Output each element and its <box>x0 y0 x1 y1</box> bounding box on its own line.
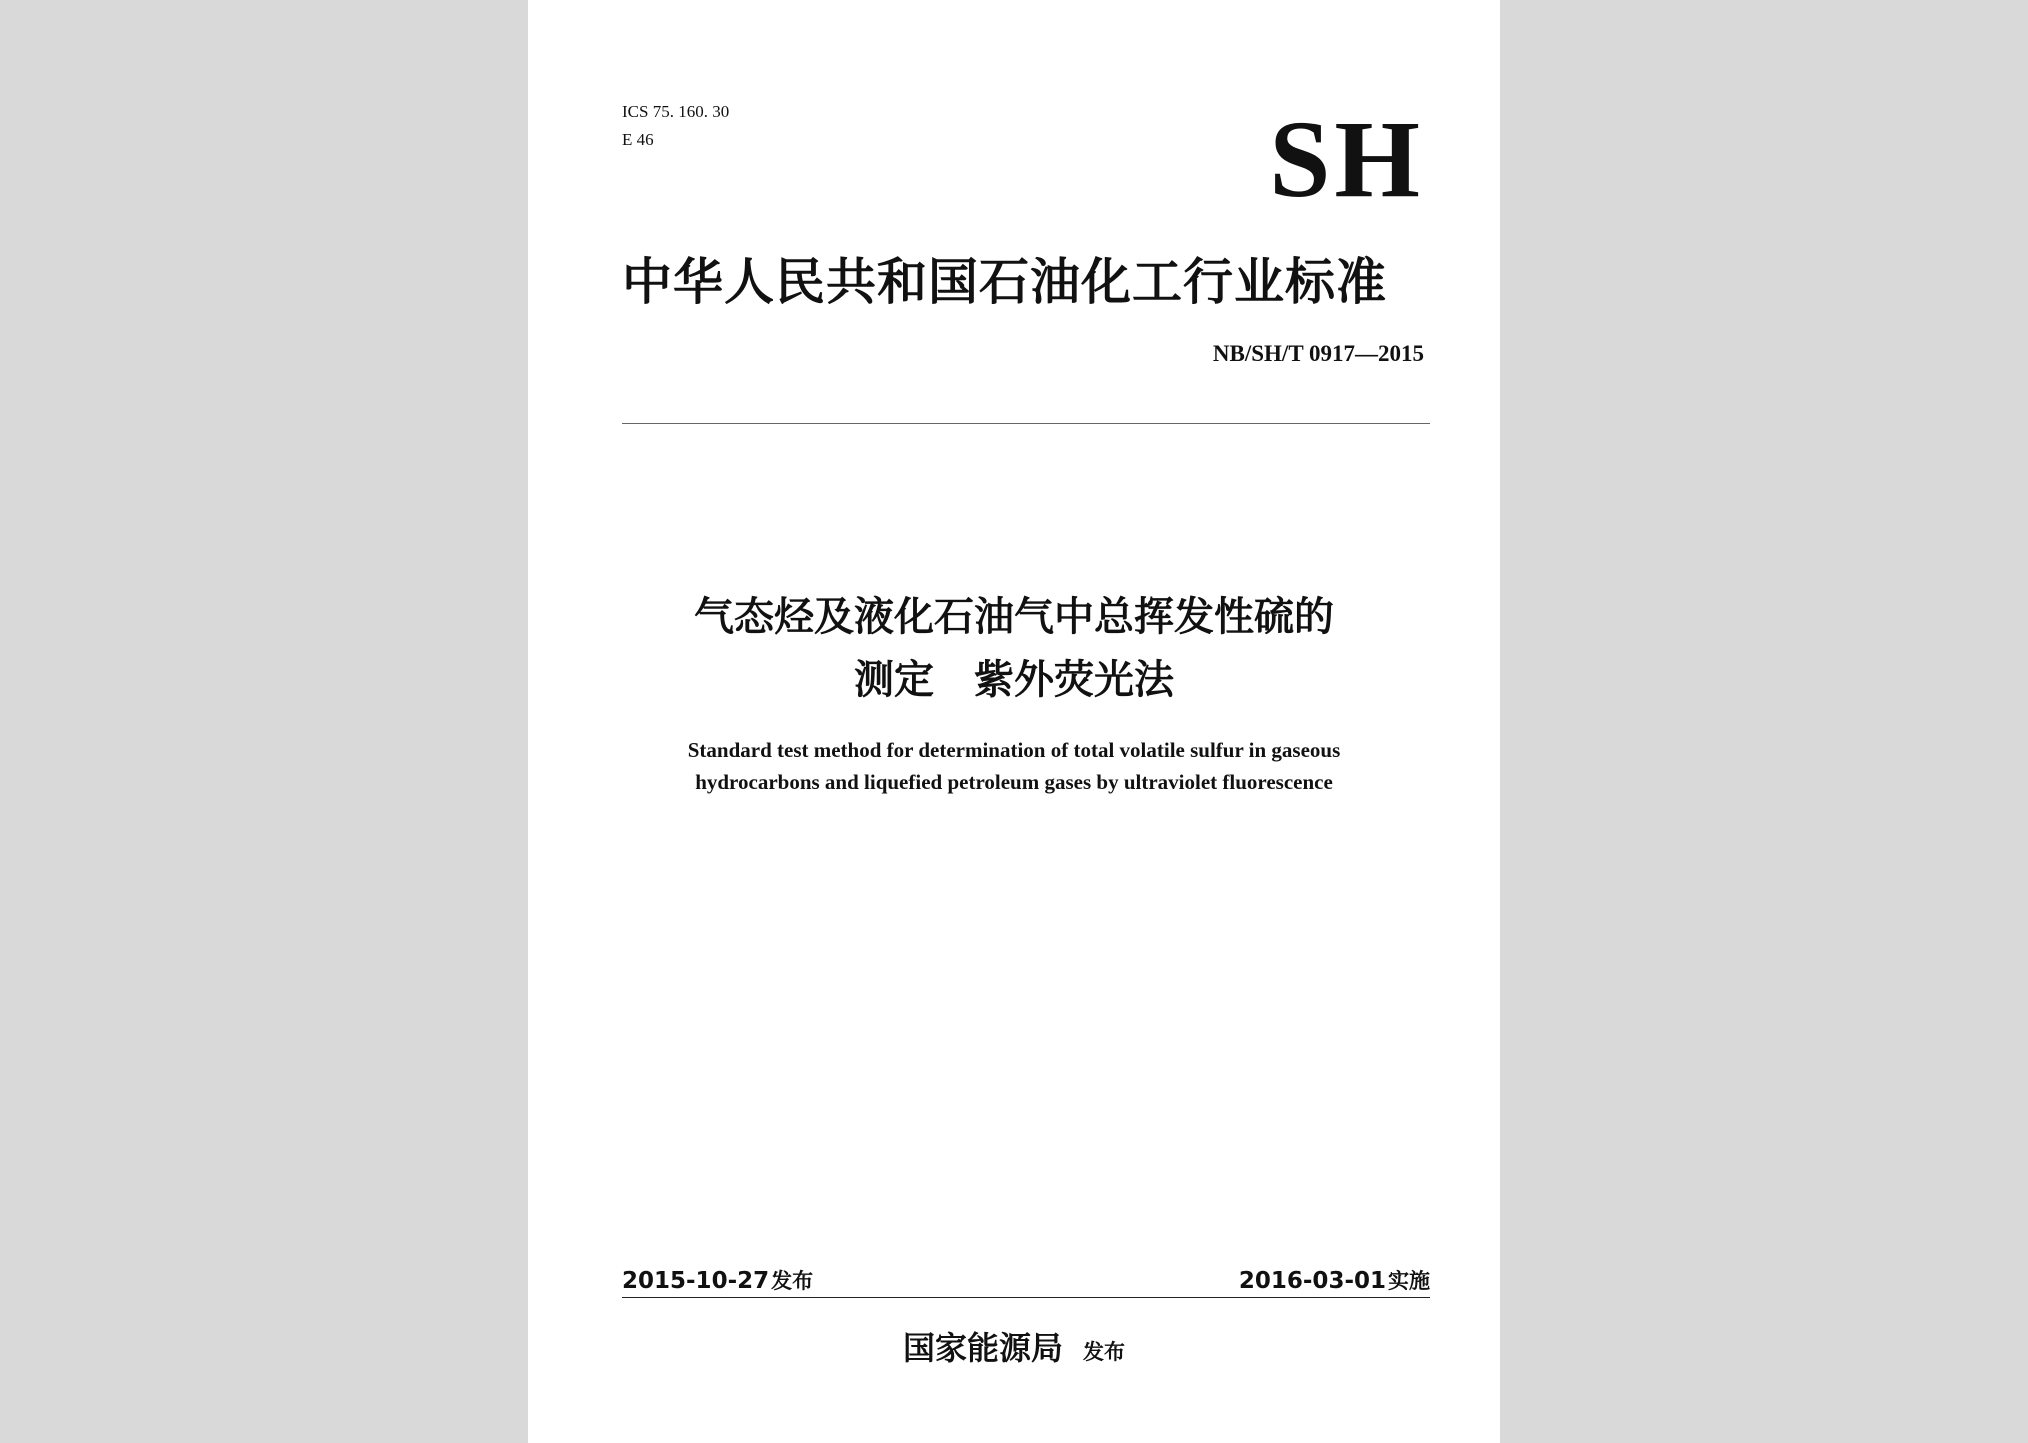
title-cn-line2-part2: 紫外荧光法 <box>974 657 1174 703</box>
issuer-name: 国家能源局 <box>902 1329 1063 1367</box>
publish-date <box>622 1267 813 1295</box>
issuer <box>528 1327 1500 1373</box>
publish-date-value: 2015-10-27 <box>622 1268 770 1294</box>
title-cn-line2-part1: 测定 <box>854 657 934 703</box>
issuer-label: 发布 <box>1083 1340 1125 1364</box>
ics-code: ICS 75. 160. 30 <box>622 102 730 121</box>
effective-date-label: 实施 <box>1388 1269 1430 1293</box>
title-en-line2: hydrocarbons and liquefied petroleum gases by ultraviolet fluorescence <box>695 770 1333 794</box>
title-cn-line2 <box>528 655 1500 705</box>
title-cn-line1: 气态烃及液化石油气中总挥发性硫的 <box>694 594 1334 640</box>
document-page <box>528 0 1500 1443</box>
standard-number: NB/SH/T 0917—2015 <box>1212 341 1424 366</box>
publish-date-label: 发布 <box>771 1269 814 1293</box>
effective-date <box>1239 1267 1430 1295</box>
organization-title: 中华人民共和国石油化工行业标准 <box>622 253 1387 311</box>
footer-divider <box>622 1297 1430 1298</box>
classification-code: E 46 <box>622 130 654 149</box>
header-divider <box>622 423 1430 424</box>
sh-logo: SH <box>1269 98 1424 220</box>
title-en-line1: Standard test method for determination of total volatile sulfur in gaseous <box>687 738 1341 762</box>
effective-date-value: 2016-03-01 <box>1238 1268 1386 1294</box>
